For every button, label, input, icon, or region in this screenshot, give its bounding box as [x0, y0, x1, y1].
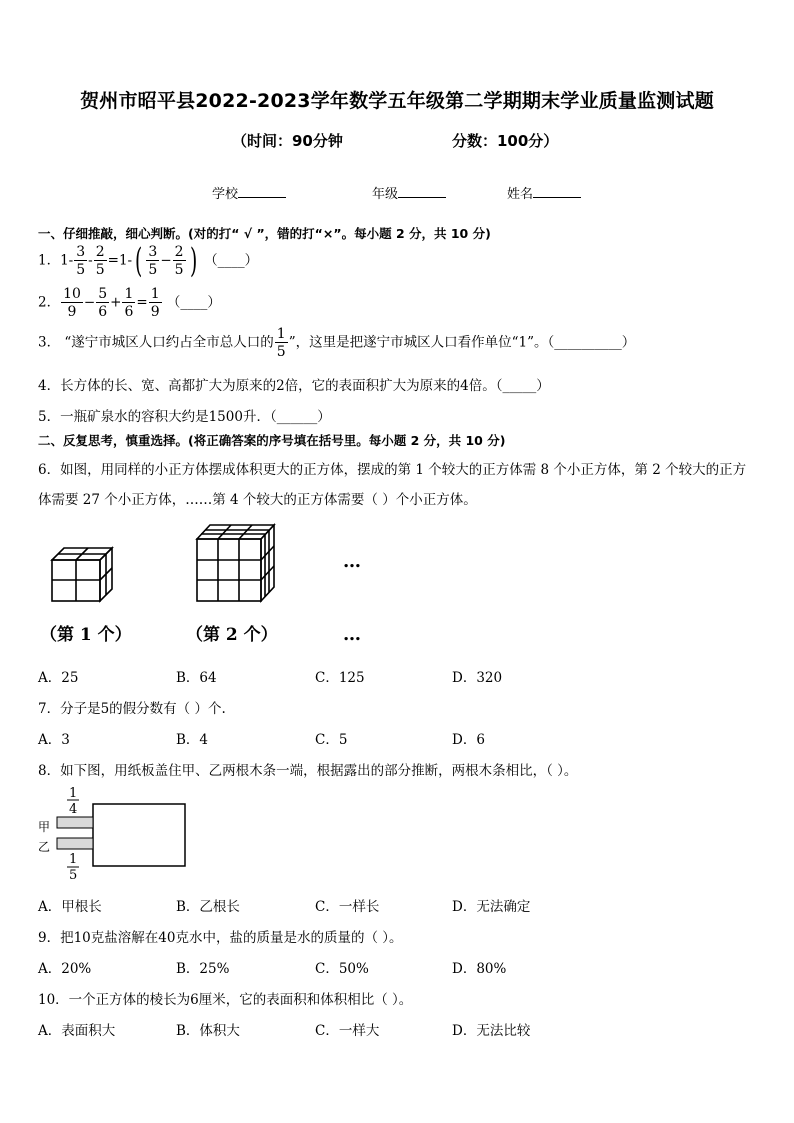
q1-equals: =1- [107, 252, 133, 269]
question-8: 8．如下图，用纸板盖住甲、乙两根木条一端，根据露出的部分推断，两根木条相比，（ ）。 [38, 763, 578, 779]
q2-fraction-4: $\frac{1}{9}$ [150, 286, 160, 320]
stick-jia [57, 817, 93, 828]
q3-text-pre: 3． “遂宁市城区人口约占全市总人口的 [38, 334, 274, 351]
q2-fraction-3: $\frac{1}{6}$ [124, 286, 134, 320]
q8-top-denominator: 4 [69, 802, 78, 817]
q1-right-paren: ) [189, 241, 197, 281]
medium-cube-3x3 [197, 525, 274, 601]
question-6-line1: 6．如图，用同样的小正方体摆成体积更大的正方体，摆成的第 1 个较大的正方体需 8 个小正方体，第 2 个较大的正方 [38, 462, 747, 478]
q8-bottom-denominator: 5 [69, 868, 78, 883]
grade-label: 年级 [372, 187, 399, 202]
q6-ellipsis-bottom: … [343, 624, 361, 645]
q9-option-d[interactable]: D．80% [452, 961, 507, 977]
q1-fraction-3: $\frac{3}{5}$ [148, 244, 158, 278]
small-cube-2x2 [52, 548, 112, 601]
q7-option-c[interactable]: C．5 [315, 732, 348, 748]
question-4: 4．长方体的长、宽、高都扩大为原来的2倍，它的表面积扩大为原来的4倍。（_____） [38, 378, 550, 394]
name-blank[interactable] [533, 185, 581, 198]
score-label: 分数：100分） [452, 132, 559, 150]
q8-option-d[interactable]: D．无法确定 [452, 899, 531, 915]
q10-option-d[interactable]: D．无法比较 [452, 1023, 531, 1039]
q8-option-c[interactable]: C．一样长 [315, 899, 380, 915]
q10-option-c[interactable]: C．一样大 [315, 1023, 380, 1039]
q2-number: 2． [38, 294, 61, 311]
q9-option-b[interactable]: B．25% [176, 961, 230, 977]
question-5: 5．一瓶矿泉水的容积大约是1500升．（______） [38, 409, 331, 425]
time-label: （时间：90分钟 [232, 132, 343, 150]
q3-text-post: ”，这里是把遂宁市城区人口看作单位“1”。（__________） [288, 334, 636, 351]
q9-option-a[interactable]: A．20% [38, 961, 92, 977]
question-3 [38, 327, 635, 359]
label-yi: 乙 [38, 840, 51, 854]
q8-top-numerator: 1 [69, 786, 78, 801]
q8-board-figure [36, 786, 196, 886]
q2-plus: + [110, 294, 122, 311]
school-field[interactable] [212, 183, 286, 202]
cover-board [93, 804, 185, 866]
q3-fraction: $\frac{1}{5}$ [276, 326, 286, 360]
q6-caption-2: （第 2 个） [186, 625, 278, 645]
q1-fraction-4: $\frac{2}{5}$ [174, 244, 184, 278]
q1-fraction-1: $\frac{3}{5}$ [76, 244, 86, 278]
section2-heading: 二、反复思考，慎重选择。(将正确答案的序号填在括号里。每小题 2 分，共 10 分) [38, 433, 506, 448]
question-6-line2: 体需要 27 个小正方体，……第 4 个较大的正方体需要（ ）个小正方体。 [38, 492, 477, 508]
q1-left-paren: ( [135, 241, 143, 281]
grade-blank[interactable] [398, 185, 446, 198]
stick-yi [57, 838, 93, 849]
q1-minus-2: − [160, 252, 172, 269]
q1-answer-blank[interactable]: （____） [204, 252, 259, 269]
q2-fraction-2: $\frac{5}{6}$ [98, 286, 108, 320]
q2-minus: − [83, 294, 96, 311]
q1-number: 1． [38, 252, 61, 269]
q1-fraction-2: $\frac{2}{5}$ [95, 244, 105, 278]
q10-option-a[interactable]: A．表面积大 [38, 1023, 116, 1039]
q2-equals: = [136, 294, 148, 311]
question-7: 7．分子是5的假分数有（ ）个. [38, 701, 226, 717]
school-blank[interactable] [238, 185, 286, 198]
question-10: 10．一个正方体的棱长为6厘米，它的表面积和体积相比（ ）。 [38, 992, 413, 1008]
q2-fraction-1: $\frac{10}{9}$ [63, 286, 81, 320]
label-jia: 甲 [38, 820, 51, 834]
q8-option-b[interactable]: B．乙根长 [176, 899, 240, 915]
question-2 [38, 287, 221, 319]
q1-minus: - [88, 252, 93, 269]
q1-term: 1- [60, 252, 74, 269]
q6-option-c[interactable]: C．125 [315, 670, 365, 686]
q9-option-c[interactable]: C．50% [315, 961, 369, 977]
school-label: 学校 [212, 187, 239, 202]
q7-option-b[interactable]: B．4 [176, 732, 209, 748]
question-1 [38, 241, 259, 281]
q6-option-d[interactable]: D．320 [452, 670, 503, 686]
q6-option-b[interactable]: B．64 [176, 670, 217, 686]
q7-option-a[interactable]: A．3 [38, 732, 70, 748]
q6-caption-1: （第 1 个） [40, 625, 132, 645]
name-label: 姓名 [507, 187, 534, 202]
page-title: 贺州市昭平县2022-2023学年数学五年级第二学期期末学业质量监测试题 [80, 90, 714, 112]
q6-option-a[interactable]: A．25 [38, 670, 79, 686]
name-field[interactable] [507, 183, 581, 202]
grade-field[interactable] [372, 183, 446, 202]
q7-option-d[interactable]: D．6 [452, 732, 485, 748]
q10-option-b[interactable]: B．体积大 [176, 1023, 240, 1039]
q6-ellipsis-top: … [343, 551, 361, 572]
section1-heading: 一、仔细推敲，细心判断。(对的打“ √ ”，错的打“×”。每小题 2 分，共 10 分) [38, 226, 491, 241]
question-9: 9．把10克盐溶解在40克水中，盐的质量是水的质量的（ ）。 [38, 930, 403, 946]
q8-bottom-numerator: 1 [69, 852, 78, 867]
q8-option-a[interactable]: A．甲根长 [38, 899, 102, 915]
q2-answer-blank[interactable]: （____） [166, 294, 221, 311]
